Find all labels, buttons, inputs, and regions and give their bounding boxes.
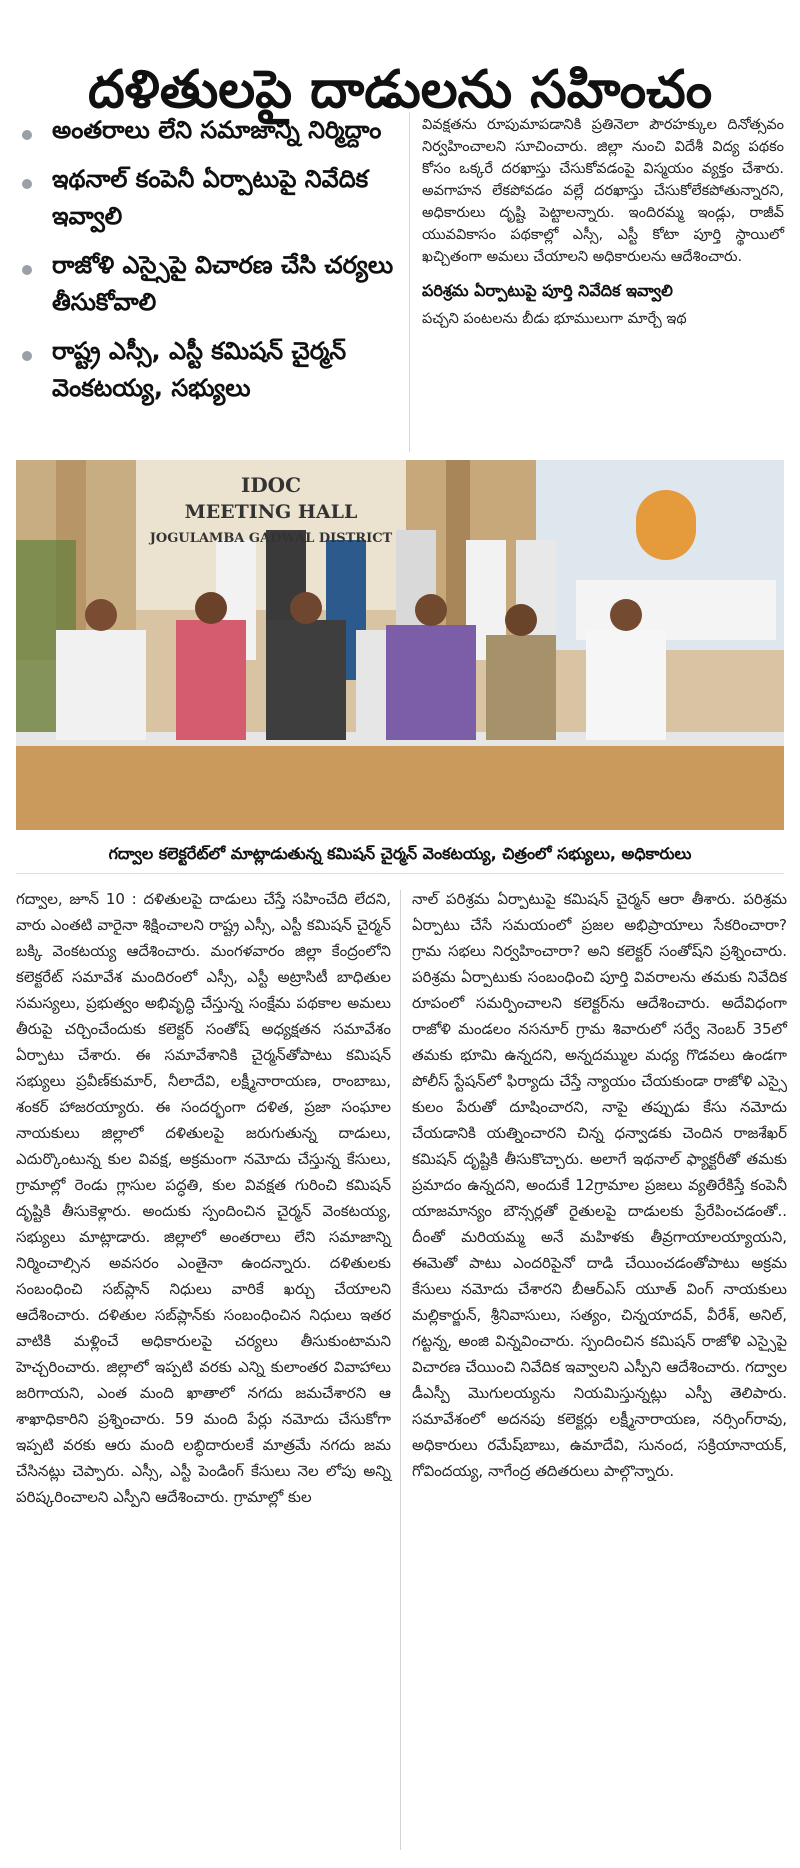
bullet-dot-icon [22,265,32,275]
bullet-dot-icon [22,351,32,361]
sign-line-2: MEETING HALL [184,501,358,523]
article-column-left: గద్వాల, జూన్ 10 : దళితులపై దాడులు చేస్తే సహించేది లేదని, వారు ఎంతటి వారైనా శిక్షించాలని రాష్ట్ర ఎస్సీ, ఎస్టీ కమిషన్ చైర్మన్ బక్కి వెంకటయ్య ఆదేశించారు. మంగళవారం జిల్లా కేంద్రంలోని కలెక్టరేట్ సమావేశ మందిరంలో ఎస్సీ, ఎస్టీ అట్రాసిటీ బాధితుల సమస్యలు, ప్రభుత్వం అభివృద్ధి చేస్తున్న సంక్షేమ పథకాల అమలు తీరుపై చర్చించేందుకు కలెక్టర్ సంతోష్ అధ్యక్షతన సమావేశం ఏర్పాటు చేశారు. ఈ సమావేశానికి చైర్మన్‌తోపాటు కమిషన్ సభ్యులు ప్రవీణ్‌కుమార్, నీలాదేవి, లక్ష్మీనారాయణ, రాంబాబు, శంకర్ హాజరయ్యారు. ఈ సందర్భంగా దళిత, ప్రజా సంఘాల నాయకులు జిల్లాలో దళితులపై జరుగుతున్న దాడులు, ఎదుర్కొంటున్న కుల వివక్ష, అక్రమంగా నమోదు చేస్తున్న కేసులు, గ్రామాల్లో రెండు గ్లాసుల పద్ధతి, కుల వివక్షత గురించి కమిషన్ దృష్టికి తీసుకెళ్లారు. అందుకు స్పందించిన చైర్మన్ వెంకటయ్య, సభ్యులు మాట్లాడారు. జిల్లాలో అంతరాలు లేని సమాజాన్ని నిర్మించాల్సిన అవసరం ఎంతైనా ఉందన్నారు. దళితులకు సంబంధించి సబ్‌ప్లాన్ నిధులు వారికే ఖర్చు చేయాలని ఆదేశించారు. దళితుల సబ్‌ప్లాన్‌కు సంబంధించిన నిధులు ఇతర వాటికి మళ్లించే అధికారులపై చర్యలు తీసుకుంటామని హెచ్చరించారు. జిల్లాలో ఇప్పటి వరకు ఎన్ని కులాంతర వివాహాలు జరిగాయని, ఎంత మంది ఖాతాలో నగదు జమచేశారని ఆ శాఖాధికారిని ప్రశ్నించారు. 59 మంది పేర్లు నమోదు చేసుకోగా ఇప్పటి వరకు ఆరు మంది లబ్ధిదారులకే మాత్రమే నగదు జమ చేసినట్లు చెప్పారు. ఎస్సీ, ఎస్టీ పెండింగ్ కేసులు నెల లోపు అన్ని పరిష్కరించాలని ఎస్పీని ఆదేశించారు. గ్రామాల్లో కుల [16,890,391,1506]
bullet-dot-icon [22,130,32,140]
highlight-item [20,333,409,407]
article-column-right: నాల్ పరిశ్రమ ఏర్పాటుపై కమిషన్ చైర్మన్ ఆరా తీశారు. పరిశ్రమ ఏర్పాటు చేసే సమయంలో ప్రజల అభిప్రాయాలు సేకరించారా? గ్రామ సభలు నిర్వహించారా? అని కలెక్టర్ సంతోష్‌ని ప్రశ్నించారు. పరిశ్రమ ఏర్పాటుకు సంబంధించి పూర్తి వివరాలను తమకు నివేదిక రూపంలో సమర్పించాలని కలెక్టర్‌ను ఆదేశించారు. అదేవిధంగా రాజోళి మండలం నసనూర్ గ్రామ శివారులో సర్వే నెంబర్ 35లో తమకు భూమి ఉన్నదని, అన్నదమ్ముల మధ్య గొడవలు ఉండగా పోలీస్ స్టేషన్‌లో ఫిర్యాదు చేస్తే న్యాయం చేయకుండా రాజోళి ఎస్సై కులం పేరుతో దూషించారని, నాపై తప్పుడు కేసు నమోదు చేయడానికి యత్నించారని చిన్న ధన్వాడకు చెందిన రాజశేఖర్ కమిషన్ దృష్టికి తీసుకొచ్చారు. అలాగే ఇథనాల్ ఫ్యాక్టరీతో తమకు ప్రమాదం ఉన్నదని, అందుకే 12గ్రామాల ప్రజలు వ్యతిరేకిస్తే కంపెనీ యాజమాన్యం బౌన్సర్లతో రైతులపై దాడులకు ప్రేరేపించడంతో.. దీంతో మరియమ్మ అనే మహిళకు తీవ్రగాయాలయ్యాయని, ఈమెతో పాటు ఎందరిపైనో దాడి చేయించడంతోపాటు అక్రమ కేసులు నమోదు చేశారని బీఆర్‌ఎస్ యూత్ వింగ్ నాయకులు మల్లికార్జున్, శ్రీనివాసులు, సత్యం, చిన్నయాదవ్, వీరేశ్, అనిల్, గట్టన్న, అంజి విన్నవించారు. స్పందించిన కమిషన్ రాజోళి ఎస్సైపై విచారణ చేయించి నివేదిక ఇవ్వాలని ఎస్పీని ఆదేశించారు. గద్వాల డీఎస్పీ మొగులయ్యను నియమిస్తున్నట్లు ఎస్పీ తెలిపారు. సమావేశంలో అదనపు కలెక్టర్లు లక్ష్మీనారాయణ, నర్సింగ్‌రావు, అధికారులు రమేష్‌బాబు, ఉమాదేవి, సునంద, సక్రియానాయక్, గోవిందయ్య, నాగేంద్ర తదితరులు పాల్గొన్నారు. [412,890,787,1480]
highlight-item [20,161,409,235]
headline: దళితులపై దాడులను సహించం [87,59,713,120]
intro-paragraph-continued: పచ్చని పంటలను బీడు భూములుగా మార్చే ఇథ [422,311,687,327]
intro-paragraph: వివక్షతను రూపుమాపడానికి ప్రతినెలా పౌరహక్కుల దినోత్సవం నిర్వహించాలని సూచించారు. జిల్లా నుంచి విదేశీ విద్య పథకం కోసం ఒక్కరే దరఖాస్తు చేసుకోవడంపై విస్మయం వ్యక్తం చేశారు. అవగాహన లేకపోవడం వల్లే దరఖాస్తు చేసుకోలేకపోతున్నారని, అధికారులు దృష్టి పెట్టాలన్నారు. ఇందిరమ్మ ఇండ్లు, రాజీవ్ యువవికాసం పథకాల్లో ఎస్సీ, ఎస్టీ కోటా పూర్తి స్థాయిలో ఖచ్చితంగా అమలు చేయాలని అధికారులను ఆదేశించారు. [422,117,784,265]
highlight-text: రాష్ట్ర ఎస్సీ, ఎస్టీ కమిషన్ చైర్మన్ వెంకటయ్య, సభ్యులు [52,337,347,402]
bullet-dot-icon [22,179,32,189]
highlights-list [20,112,410,452]
highlight-item [20,112,409,149]
highlight-text: రాజోళి ఎస్సైపై విచారణ చేసి చర్యలు తీసుకోవాలి [52,251,394,316]
highlight-item [20,247,409,321]
highlight-text: ఇథనాల్ కంపెనీ ఏర్పాటుపై నివేదిక ఇవ్వాలి [52,165,369,230]
sign-line-1: IDOC [240,473,302,497]
subheading: పరిశ్రమ ఏర్పాటుపై పూర్తి నివేదిక ఇవ్వాలి [422,281,673,300]
highlight-text: అంతరాలు లేని సమాజాన్ని నిర్మిద్దాం [52,116,382,144]
meeting-photo [16,460,784,830]
photo-caption: గద్వాల కలెక్టరేట్‌లో మాట్లాడుతున్న కమిషన్ చైర్మన్ వెంకటయ్య, చిత్రంలో సభ్యులు, అధికారులు [16,834,784,874]
column-divider [400,890,401,1850]
sign-line-3: JOGULAMBA GADWAL DISTRICT [149,531,393,546]
intro-column [422,114,784,458]
